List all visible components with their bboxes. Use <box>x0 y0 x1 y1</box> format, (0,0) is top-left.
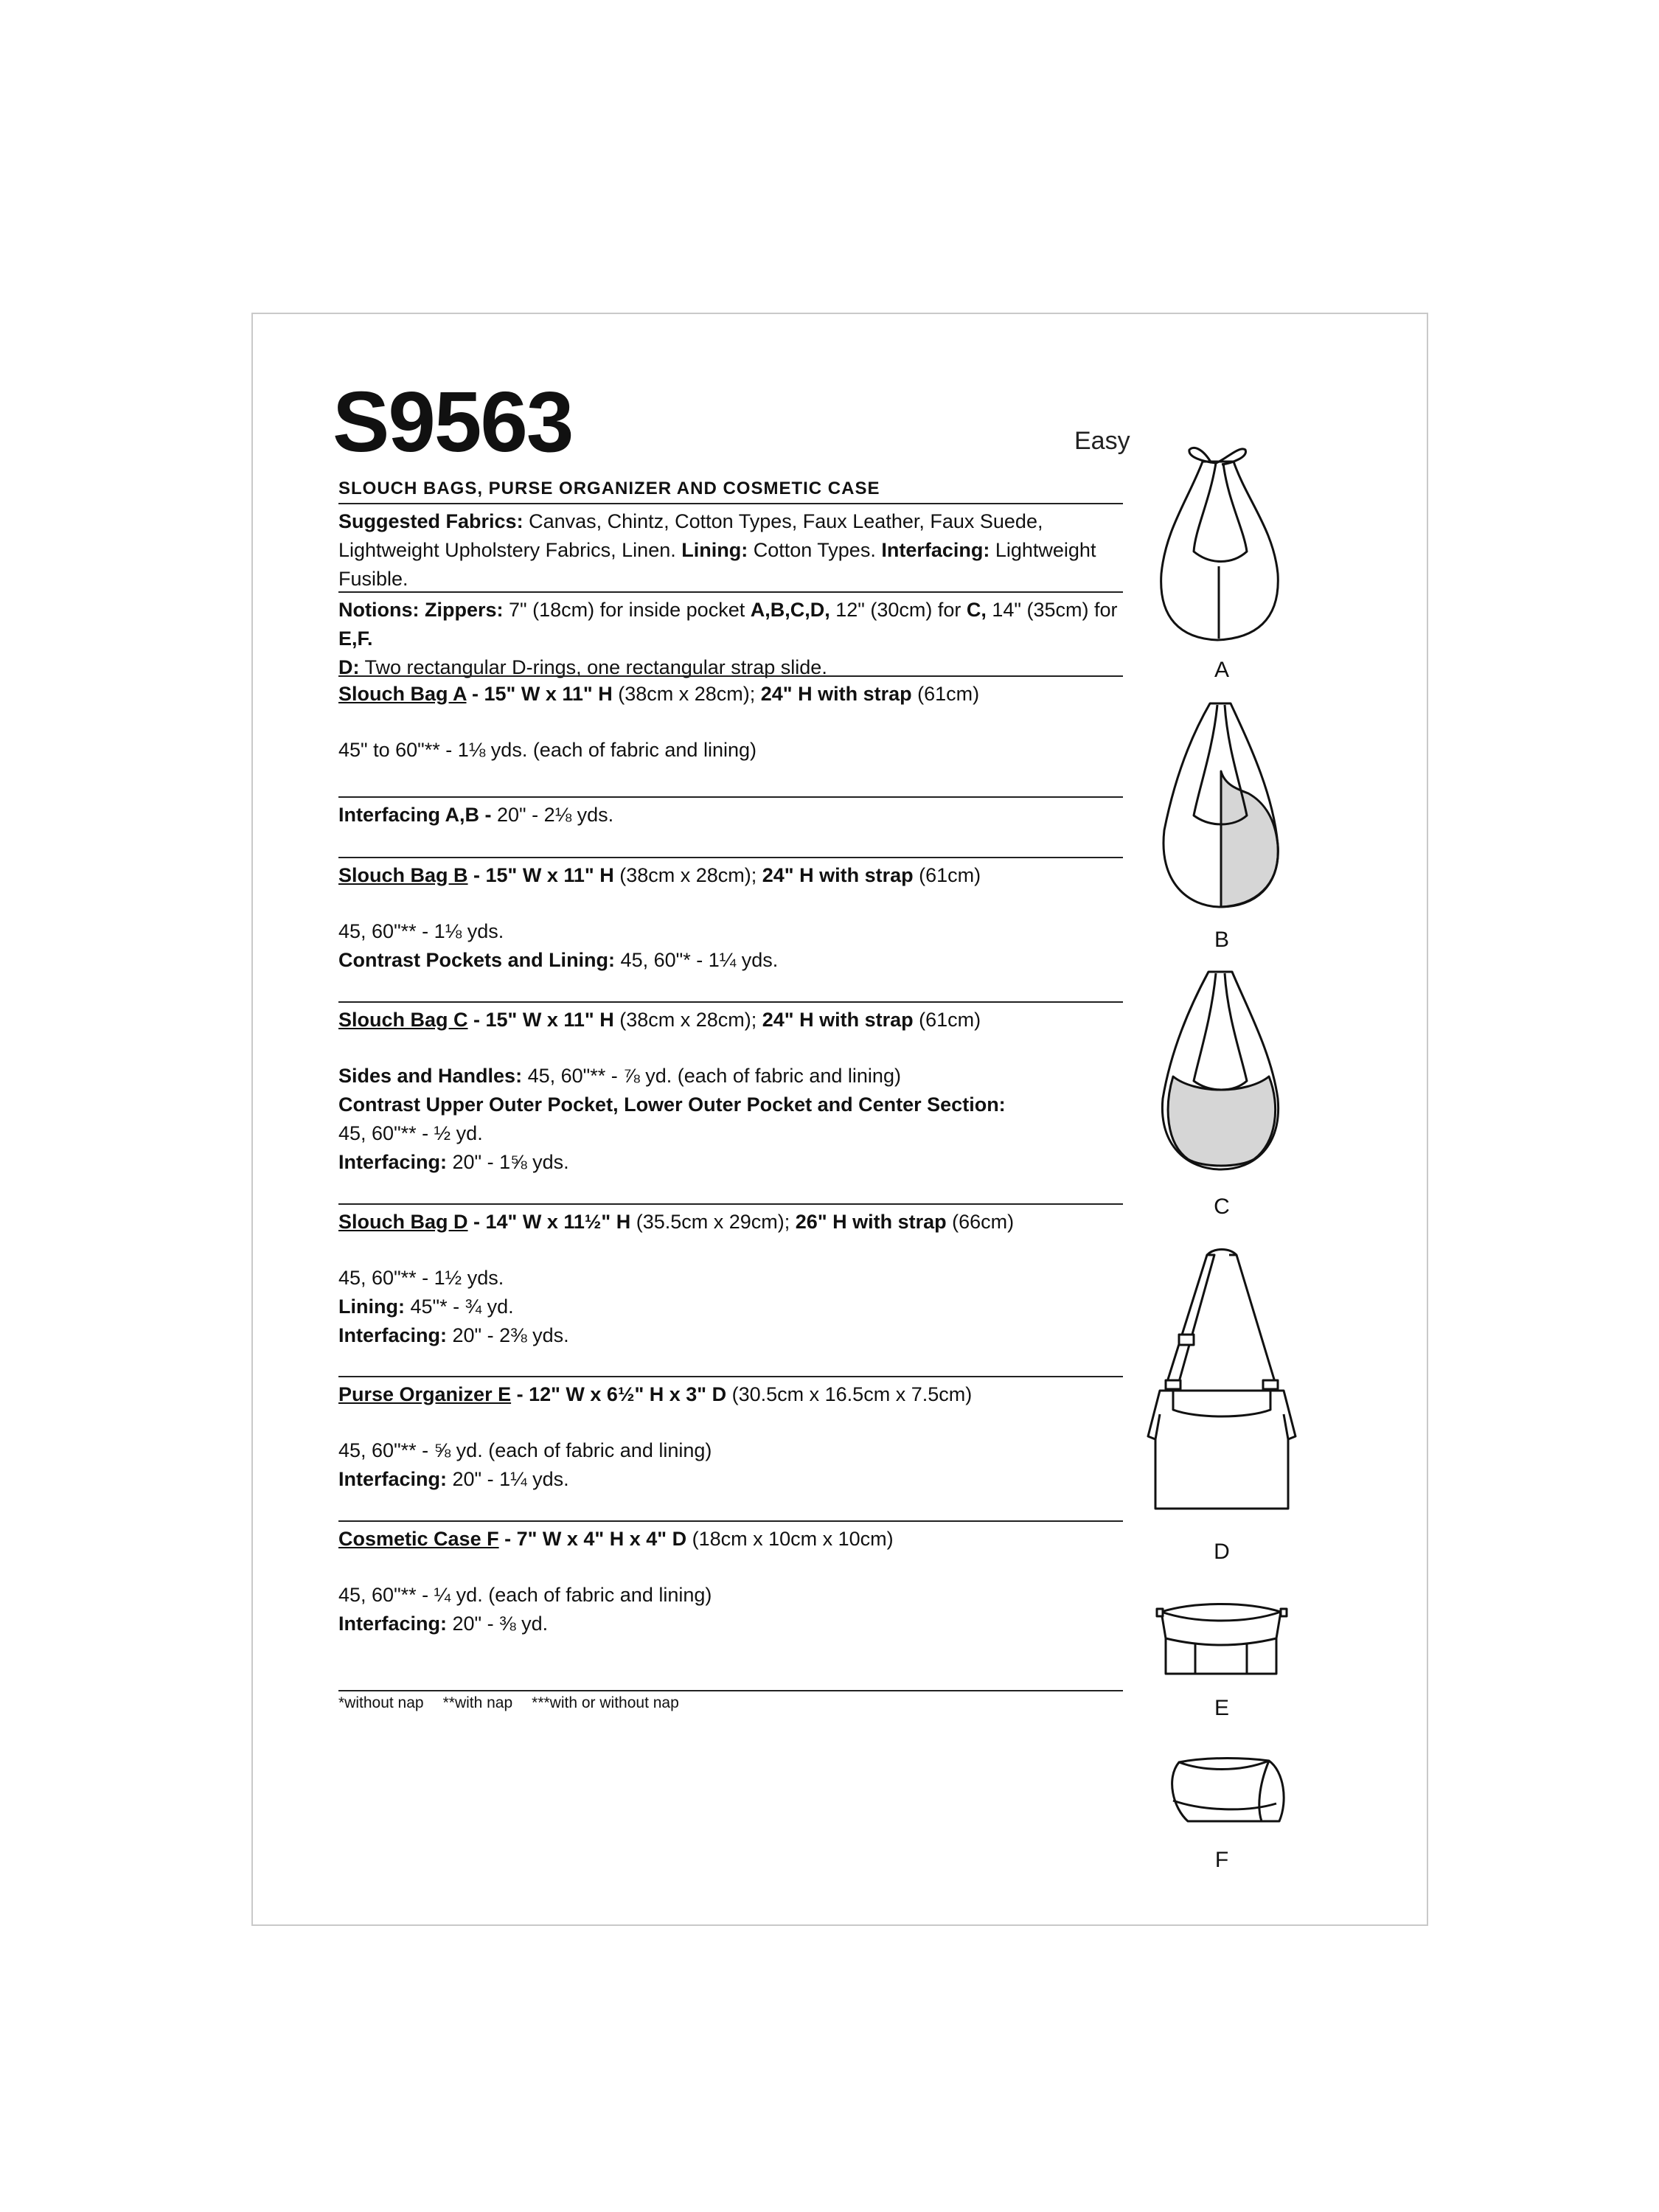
figure-label-a: A <box>1214 658 1229 682</box>
divider <box>338 675 1123 677</box>
divider <box>338 796 1123 798</box>
cosmetic-case-f-illustration <box>1158 1749 1291 1837</box>
purse-organizer-e-illustration <box>1151 1597 1291 1686</box>
view-d-yardage: 45, 60"** - 1½ yds. Lining: 45"* - ¾ yd. Interfacing: 20" - 2⅜ yds. <box>338 1267 569 1346</box>
figure-label-d: D <box>1214 1540 1230 1564</box>
slouch-bag-d-illustration <box>1138 1245 1300 1525</box>
divider <box>338 503 1123 504</box>
view-e-heading: Purse Organizer E - 12" W x 6½" H x 3" D (30.5cm x 16.5cm x 7.5cm) <box>338 1383 973 1405</box>
notions: Notions: Zippers: 7" (18cm) for inside pocket A,B,C,D, 12" (30cm) for C, 14" (35cm) for E,F. D: Two rectangular D-rings, one rectangular strap slide. <box>338 599 1118 678</box>
difficulty-label: Easy <box>1074 427 1130 455</box>
view-f-heading: Cosmetic Case F - 7" W x 4" H x 4" D (18cm x 10cm x 10cm) <box>338 1528 894 1550</box>
divider <box>338 1001 1123 1003</box>
view-b-heading: Slouch Bag B - 15" W x 11" H (38cm x 28cm); 24" H with strap (61cm) <box>338 864 981 886</box>
pattern-number: S9563 <box>333 374 573 470</box>
divider <box>338 1690 1123 1691</box>
view-a-heading: Slouch Bag A - 15" W x 11" H (38cm x 28cm); 24" H with strap (61cm) <box>338 683 980 705</box>
divider <box>338 1520 1123 1522</box>
view-f-yardage: 45, 60"** - ¼ yd. (each of fabric and lining) Interfacing: 20" - ⅜ yd. <box>338 1584 712 1635</box>
divider <box>338 591 1123 593</box>
divider <box>338 1203 1123 1205</box>
slouch-bag-b-illustration <box>1151 698 1291 919</box>
slouch-bag-c-illustration <box>1151 966 1291 1180</box>
view-e-yardage: 45, 60"** - ⅝ yd. (each of fabric and lining) Interfacing: 20" - 1¼ yds. <box>338 1439 712 1490</box>
figure-label-f: F <box>1214 1848 1229 1872</box>
pattern-envelope-back <box>251 313 1428 1926</box>
figure-label-b: B <box>1214 928 1229 952</box>
divider <box>338 1376 1123 1377</box>
slouch-bag-a-illustration <box>1151 441 1291 655</box>
view-c-heading: Slouch Bag C - 15" W x 11" H (38cm x 28cm); 24" H with strap (61cm) <box>338 1009 981 1031</box>
view-b-yardage: 45, 60"** - 1⅛ yds. Contrast Pockets and Lining: 45, 60"* - 1¼ yds. <box>338 920 779 971</box>
view-d-heading: Slouch Bag D - 14" W x 11½" H (35.5cm x 29cm); 26" H with strap (66cm) <box>338 1211 1015 1233</box>
footnotes: *without nap **with nap ***with or without nap <box>338 1694 679 1711</box>
suggested-fabrics: Suggested Fabrics: Canvas, Chintz, Cotton Types, Faux Leather, Faux Suede, Lightweight Upholstery Fabrics, Linen. Lining: Cotton Types. Interfacing: Lightweight Fusible. <box>338 510 1096 590</box>
interfacing-ab: Interfacing A,B - 20" - 2⅛ yds. <box>338 804 614 826</box>
view-c-yardage: Sides and Handles: 45, 60"** - ⅞ yd. (each of fabric and lining) Contrast Upper Outer Pocket, Lower Outer Pocket and Center Section: 45, 60"** - ½ yd. Interfacing: 20" - 1⅝ yds. <box>338 1065 1006 1173</box>
divider <box>338 857 1123 858</box>
figure-label-c: C <box>1214 1194 1230 1219</box>
figure-label-e: E <box>1214 1696 1229 1720</box>
view-a-yardage: 45" to 60"** - 1⅛ yds. (each of fabric and lining) <box>338 739 757 761</box>
pattern-title: SLOUCH BAGS, PURSE ORGANIZER AND COSMETIC CASE <box>338 479 880 498</box>
